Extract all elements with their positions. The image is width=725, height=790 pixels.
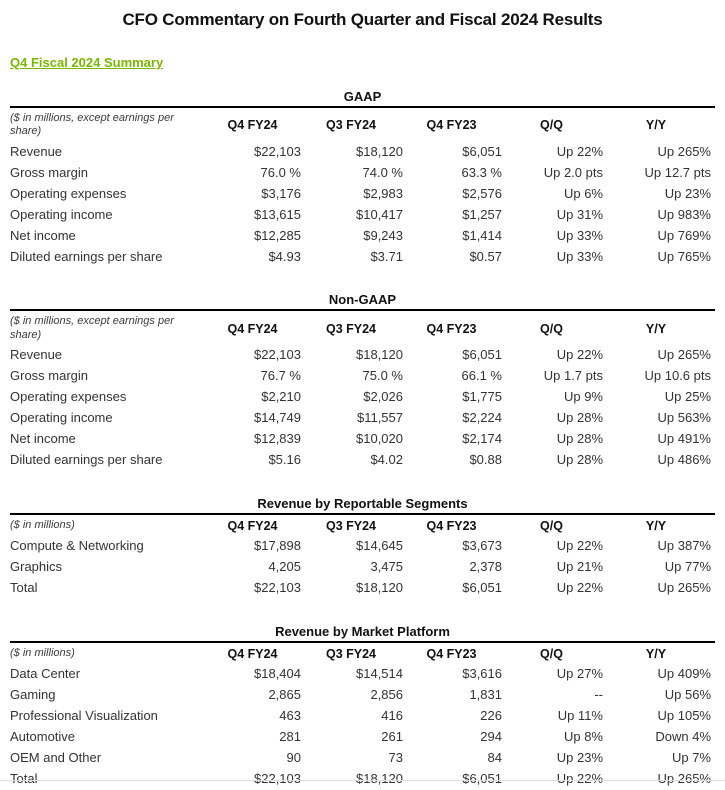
cell-value: Up 12.7 pts <box>644 164 711 180</box>
cell-value: 76.0 % <box>260 164 301 180</box>
table-row <box>10 408 715 429</box>
cell-value: Up 33% <box>556 248 603 264</box>
table-section-revenue-by-market-platform <box>10 624 715 790</box>
cell-value: Up 983% <box>657 206 711 222</box>
header-row <box>10 514 715 536</box>
column-header: Q3 FY24 <box>325 518 377 533</box>
financial-table <box>10 641 715 790</box>
cell-value: $9,243 <box>363 227 403 243</box>
row-label: Gross margin <box>10 368 89 384</box>
cell-value: Up 7% <box>671 750 711 766</box>
cell-value: $3.71 <box>370 248 403 264</box>
column-header: Q4 FY24 <box>227 518 278 533</box>
cell-value: $14,645 <box>356 538 403 554</box>
cell-value: $3,176 <box>261 185 301 201</box>
cell-value: Down 4% <box>655 729 711 745</box>
cell-value: Up 10.6 pts <box>644 368 711 384</box>
cell-value: $1,257 <box>462 206 502 222</box>
cell-value: $12,285 <box>254 227 301 243</box>
cell-value: $2,576 <box>462 185 502 201</box>
cell-value: Up 27% <box>556 666 603 682</box>
table-section-revenue-by-reportable-segments <box>10 496 715 599</box>
cell-value: $2,983 <box>363 185 403 201</box>
cell-value: $0.88 <box>469 452 502 468</box>
column-header: Q4 FY24 <box>227 321 278 336</box>
cell-value: $0.57 <box>469 248 502 264</box>
cell-value: Up 22% <box>556 771 603 787</box>
table-title: Non-GAAP <box>328 292 397 308</box>
header-row <box>10 642 715 664</box>
table-row <box>10 664 715 685</box>
table-row <box>10 706 715 727</box>
cell-value: Up 28% <box>556 431 603 447</box>
cell-value: Up 105% <box>657 708 711 724</box>
column-header: Q3 FY24 <box>325 646 377 661</box>
row-label: Total <box>10 771 38 787</box>
row-label: Compute & Networking <box>10 538 144 554</box>
cell-value: $13,615 <box>254 206 301 222</box>
cell-value: $2,026 <box>363 389 403 405</box>
table-row <box>10 536 715 557</box>
cell-value: $17,898 <box>254 538 301 554</box>
column-header: Y/Y <box>645 518 667 533</box>
row-label: Net income <box>10 431 76 447</box>
cell-value: $4.93 <box>268 248 301 264</box>
q4-summary-link[interactable]: Q4 Fiscal 2024 Summary <box>10 55 164 70</box>
cell-value: Up 6% <box>563 185 603 201</box>
cell-value: $22,103 <box>254 580 301 596</box>
cell-value: 2,856 <box>370 687 403 703</box>
cell-value: Up 28% <box>556 410 603 426</box>
cell-value: -- <box>594 687 603 703</box>
cell-value: $6,051 <box>462 347 502 363</box>
tables <box>10 89 715 790</box>
cell-value: Up 21% <box>556 559 603 575</box>
column-header: Q4 FY24 <box>227 646 278 661</box>
cell-value: 63.3 % <box>461 164 502 180</box>
cell-value: $18,120 <box>356 143 403 159</box>
column-header: Q3 FY24 <box>325 118 377 133</box>
table-row <box>10 429 715 450</box>
cell-value: $5.16 <box>268 452 301 468</box>
row-label: Revenue <box>10 143 63 159</box>
unit-label: ($ in millions, except earnings per share) <box>10 112 174 138</box>
table-section-non-gaap <box>10 292 715 470</box>
cell-value: Up 1.7 pts <box>543 368 603 384</box>
cell-value: Up 11% <box>557 708 603 724</box>
column-header: Q4 FY24 <box>227 118 278 133</box>
cell-value: Up 25% <box>664 389 711 405</box>
financial-table <box>10 309 715 470</box>
cell-value: $2,174 <box>462 431 502 447</box>
table-row <box>10 345 715 366</box>
table-section-gaap <box>10 89 715 267</box>
row-label: Operating income <box>10 410 113 426</box>
financial-table <box>10 106 715 267</box>
cell-value: Up 56% <box>664 687 711 703</box>
row-label: Operating expenses <box>10 185 127 201</box>
column-header: Q4 FY23 <box>426 321 477 336</box>
cell-value: 90 <box>286 750 301 766</box>
cell-value: Up 486% <box>657 452 711 468</box>
cell-value: Up 265% <box>657 580 711 596</box>
cell-value: $12,839 <box>254 431 301 447</box>
cell-value: 3,475 <box>370 559 403 575</box>
cell-value: Up 23% <box>556 750 603 766</box>
cell-value: Up 769% <box>657 227 711 243</box>
cell-value: $1,414 <box>462 227 502 243</box>
cell-value: $18,120 <box>356 771 403 787</box>
cell-value: $22,103 <box>254 771 301 787</box>
row-label: Gaming <box>10 687 56 703</box>
cell-value: $10,417 <box>356 206 403 222</box>
row-label: Total <box>10 580 38 596</box>
table-title: Revenue by Reportable Segments <box>257 495 468 511</box>
row-label: Operating expenses <box>10 389 127 405</box>
row-label: Diluted earnings per share <box>10 248 163 264</box>
cell-value: 84 <box>487 750 502 766</box>
table-row <box>10 748 715 769</box>
cell-value: $14,749 <box>254 410 301 426</box>
table-row <box>10 162 715 183</box>
financial-table <box>10 513 715 599</box>
cell-value: $18,120 <box>356 347 403 363</box>
cell-value: $22,103 <box>254 143 301 159</box>
cell-value: Up 31% <box>556 206 603 222</box>
table-row <box>10 246 715 267</box>
cell-value: $6,051 <box>462 580 502 596</box>
cell-value: $2,210 <box>261 389 301 405</box>
cell-value: 4,205 <box>268 559 301 575</box>
cell-value: Up 563% <box>657 410 711 426</box>
cell-value: Up 23% <box>664 185 711 201</box>
cell-value: $10,020 <box>356 431 403 447</box>
table-row <box>10 727 715 748</box>
cell-value: Up 265% <box>657 347 711 363</box>
header-row <box>10 107 715 141</box>
row-label: Net income <box>10 227 76 243</box>
column-header: Q4 FY23 <box>426 518 477 533</box>
cell-value: $3,616 <box>462 666 502 682</box>
cell-value: Up 9% <box>563 389 603 405</box>
row-label: Gross margin <box>10 164 89 180</box>
column-header: Q/Q <box>540 118 563 133</box>
cell-value: Up 33% <box>556 227 603 243</box>
cell-value: Up 265% <box>657 771 711 787</box>
page-title: CFO Commentary on Fourth Quarter and Fiscal 2024 Results <box>122 10 603 29</box>
page-bottom-divider <box>0 780 725 781</box>
cell-value: $18,120 <box>356 580 403 596</box>
row-label: Graphics <box>10 559 63 575</box>
cell-value: 1,831 <box>469 687 502 703</box>
column-header: Q/Q <box>540 646 563 661</box>
column-header: Q/Q <box>540 518 563 533</box>
cell-value: 73 <box>388 750 403 766</box>
cell-value: 294 <box>480 729 502 745</box>
unit-label: ($ in millions) <box>10 519 75 532</box>
cell-value: 2,378 <box>469 559 502 575</box>
cell-value: $11,557 <box>356 410 403 426</box>
table-row <box>10 685 715 706</box>
cell-value: $22,103 <box>254 347 301 363</box>
table-row <box>10 366 715 387</box>
row-label: Revenue <box>10 347 63 363</box>
column-header: Y/Y <box>645 118 667 133</box>
cell-value: Up 2.0 pts <box>543 164 603 180</box>
cell-value: 75.0 % <box>362 368 403 384</box>
cell-value: $14,514 <box>356 666 403 682</box>
cell-value: 74.0 % <box>362 164 403 180</box>
cell-value: 66.1 % <box>461 368 502 384</box>
column-header: Q/Q <box>540 321 563 336</box>
cell-value: $3,673 <box>462 538 502 554</box>
cell-value: 76.7 % <box>260 368 301 384</box>
cell-value: Up 265% <box>657 143 711 159</box>
table-row <box>10 578 715 599</box>
row-label: Operating income <box>10 206 113 222</box>
cell-value: $6,051 <box>462 771 502 787</box>
column-header: Y/Y <box>645 321 667 336</box>
header-row <box>10 310 715 344</box>
cell-value: Up 77% <box>664 559 711 575</box>
cell-value: Up 387% <box>657 538 711 554</box>
cell-value: Up 28% <box>556 452 603 468</box>
row-label: Diluted earnings per share <box>10 452 163 468</box>
table-row <box>10 225 715 246</box>
cell-value: 2,865 <box>268 687 301 703</box>
cell-value: $6,051 <box>462 143 502 159</box>
row-label: OEM and Other <box>10 750 102 766</box>
cell-value: Up 765% <box>657 248 711 264</box>
row-label: Professional Visualization <box>10 708 158 724</box>
row-label: Data Center <box>10 666 81 682</box>
cell-value: 261 <box>381 729 403 745</box>
row-label: Automotive <box>10 729 76 745</box>
cell-value: Up 22% <box>556 143 603 159</box>
cell-value: Up 491% <box>657 431 711 447</box>
summary-link-row <box>10 54 715 72</box>
unit-label: ($ in millions, except earnings per share) <box>10 315 174 341</box>
table-row <box>10 141 715 162</box>
table-row <box>10 557 715 578</box>
cell-value: $18,404 <box>254 666 301 682</box>
table-row <box>10 450 715 471</box>
cell-value: 281 <box>279 729 301 745</box>
cell-value: $4.02 <box>370 452 403 468</box>
cell-value: 463 <box>279 708 301 724</box>
cell-value: Up 22% <box>556 580 603 596</box>
cell-value: 416 <box>381 708 403 724</box>
unit-label: ($ in millions) <box>10 647 75 660</box>
cell-value: Up 22% <box>556 347 603 363</box>
cell-value: Up 8% <box>563 729 603 745</box>
cell-value: Up 22% <box>556 538 603 554</box>
table-title: GAAP <box>343 89 382 104</box>
column-header: Y/Y <box>645 646 667 661</box>
cell-value: $2,224 <box>462 410 502 426</box>
column-header: Q4 FY23 <box>426 646 477 661</box>
column-header: Q4 FY23 <box>426 118 477 133</box>
column-header: Q3 FY24 <box>325 321 377 336</box>
table-title: Revenue by Market Platform <box>275 623 450 639</box>
table-row <box>10 387 715 408</box>
table-row <box>10 183 715 204</box>
cell-value: 226 <box>480 708 502 724</box>
table-row <box>10 204 715 225</box>
cell-value: Up 409% <box>657 666 711 682</box>
cell-value: $1,775 <box>462 389 502 405</box>
